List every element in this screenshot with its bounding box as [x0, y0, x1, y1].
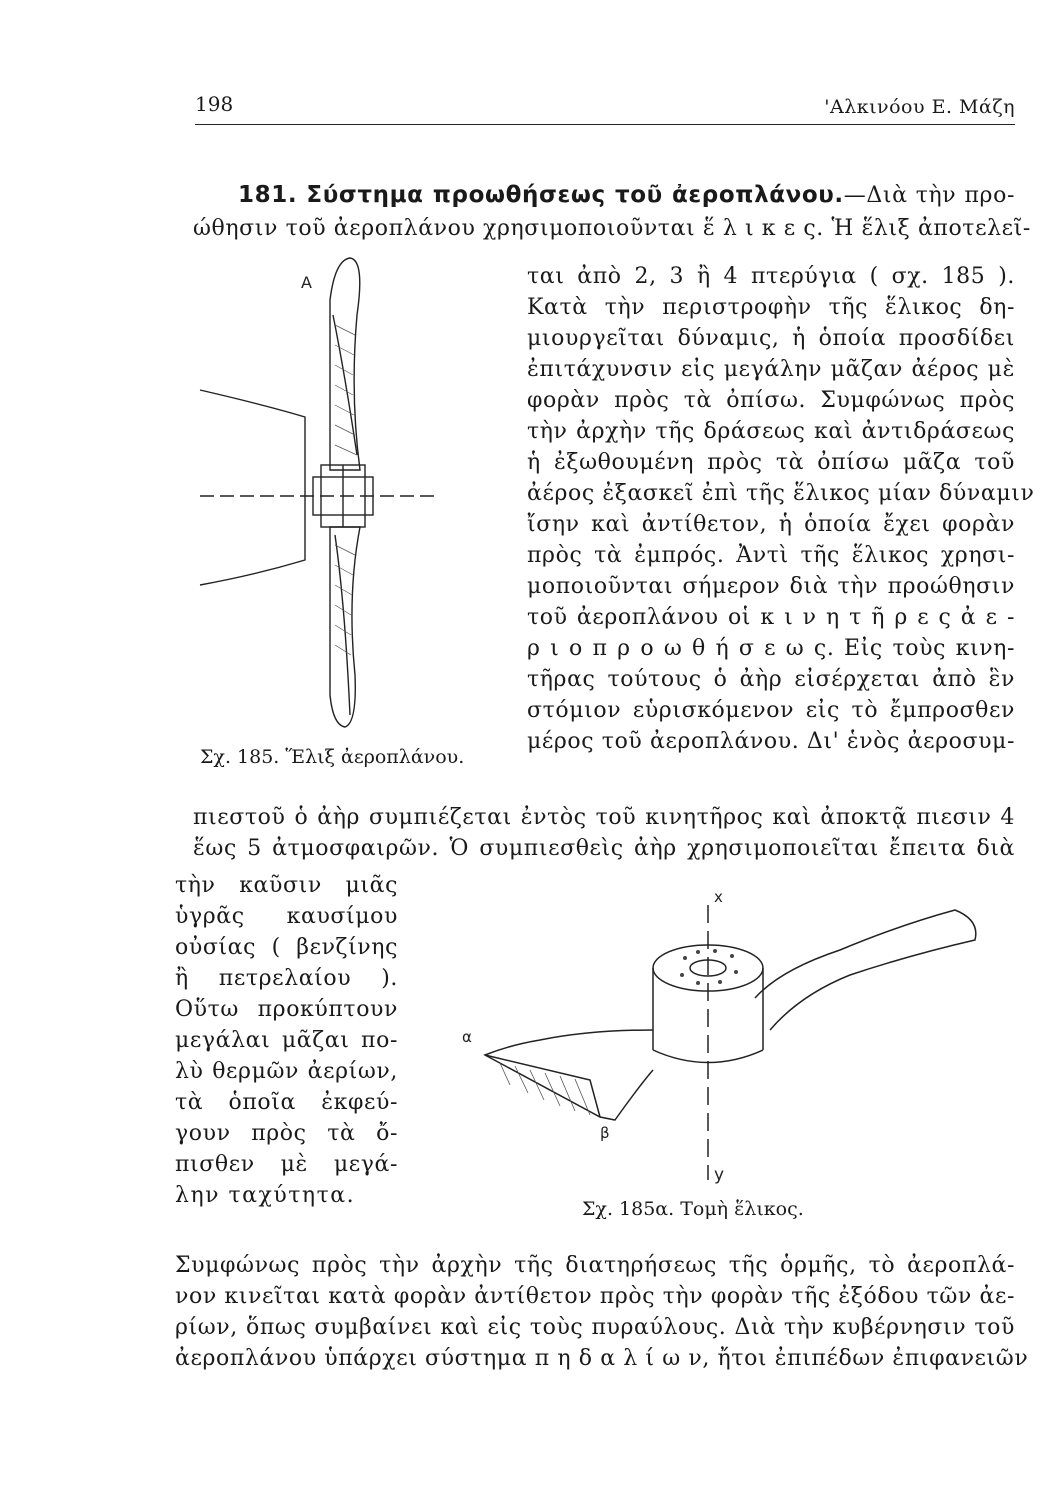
- text-line: Οὕτω προκύπτουν: [175, 997, 398, 1022]
- text-line: λην ταχύτητα.: [175, 1183, 356, 1208]
- header-rule: [195, 124, 1015, 125]
- text-line: μέρος τοῦ ἀεροπλάνου. Δι' ἑνὸς ἀεροσυμ-: [527, 729, 1015, 754]
- text-line: λὺ θερμῶν ἀερίων,: [175, 1059, 398, 1084]
- text-line: τῆρας τούτους ὁ ἀὴρ εἰσέρχεται ἀπὸ ἓν: [527, 667, 1015, 692]
- text-line: ώθησιν τοῦ ἀεροπλάνου χρησιμοποιοῦνται ἕ λ ι κ ε ς. Ἡ ἕλιξ ἀποτελεῖ-: [193, 216, 1031, 241]
- text-line: Συμφώνως πρὸς τὴν ἀρχὴν τῆς διατηρήσεως τῆς ὁρμῆς, τὸ ἀεροπλά-: [175, 1253, 1015, 1278]
- paragraph-1-left-column: [175, 870, 398, 1211]
- text-line: τοῦ ἀεροπλάνου οἱ κ ι ν η τ ῆ ρ ε ς ἀ ε -: [527, 605, 1015, 630]
- text-line: ἐπιτάχυνσιν εἰς μεγάλην μᾶζαν ἀέρος μὲ: [527, 357, 1015, 382]
- text-line: ρίων, ὅπως συμβαίνει καὶ εἰς τοὺς πυραύλους. Διὰ τὴν κυβέρνησιν τοῦ: [175, 1315, 1015, 1340]
- text-line: ρ ι ο π ρ ο ω θ ή σ ε ω ς. Εἰς τοὺς κινη-: [527, 636, 1015, 661]
- section-title: Σύστημα προωθήσεως τοῦ ἀεροπλάνου.: [306, 182, 844, 208]
- right-blade: [755, 910, 976, 1030]
- label-beta: β: [600, 1124, 610, 1142]
- text-line: πισθεν μὲ μεγά-: [175, 1152, 398, 1177]
- paragraph-1-top: [193, 213, 1031, 244]
- text-line: Κατὰ τὴν περιστροφὴν τῆς ἕλικος δη-: [527, 295, 1015, 320]
- text-line: οὐσίας ( βενζίνης: [175, 935, 398, 960]
- text-line: στόμιον εὑρισκόμενον εἰς τὸ ἔμπροσθεν: [527, 698, 1015, 723]
- text-line: ἡ ἐξωθουμένη πρὸς τὰ ὀπίσω μᾶζα τοῦ: [527, 450, 1015, 475]
- paragraph-1-full-width: [193, 802, 1015, 864]
- running-head: 'Αλκινόου Ε. Μάζη: [824, 96, 1015, 118]
- text-line: νον κινεῖται κατὰ φορὰν ἀντίθετον πρὸς τὴν φορὰν τῆς ἐξόδου τῶν ἀε-: [175, 1284, 1015, 1309]
- figure-185-caption: Σχ. 185. Ἕλιξ ἀεροπλάνου.: [200, 746, 465, 768]
- section-number: 181: [238, 182, 288, 208]
- text-line: τὰ ὁποῖα ἐκφεύ-: [175, 1090, 398, 1115]
- figure-185a-propeller-section: [440, 880, 1000, 1200]
- text-line: γουν πρὸς τὰ ὄ-: [175, 1121, 398, 1146]
- page-number: 198: [195, 92, 234, 116]
- section-first-line-rest: —Διὰ τὴν προ-: [843, 183, 1015, 208]
- text-line: μοποιοῦνται σήμερον διὰ τὴν προώθησιν: [527, 574, 1015, 599]
- text-line: ἢ πετρελαίου ).: [175, 966, 398, 991]
- text-line: πιεστοῦ ὁ ἀὴρ συμπιέζεται ἐντὸς τοῦ κινητῆρος καὶ ἀποκτᾷ πιεσιν 4: [193, 805, 1015, 830]
- section-heading-line: 181. Σύστημα προωθήσεως τοῦ ἀεροπλάνου.—Διὰ τὴν προ-: [238, 182, 1015, 208]
- text-line: τὴν ἀρχὴν τῆς δράσεως καὶ ἀντιδράσεως: [527, 419, 1015, 444]
- paragraph-2: [175, 1250, 1029, 1374]
- upper-blade: [330, 258, 360, 470]
- text-line: ἀεροπλάνου ὑπάρχει σύστημα π η δ α λ ί ω ν, ἤτοι ἐπιπέδων ἐπιφανειῶν: [175, 1346, 1029, 1371]
- text-line: μεγάλαι μᾶζαι πο-: [175, 1028, 398, 1053]
- text-line: μιουργεῖται δύναμις, ἡ ὁποία προσδίδει: [527, 326, 1015, 351]
- text-line: ται ἀπὸ 2, 3 ἢ 4 πτερύγια ( σχ. 185 ).: [527, 264, 1015, 289]
- text-line: πρὸς τὰ ἐμπρός. Ἀντὶ τῆς ἕλικος χρησι-: [527, 543, 1015, 568]
- text-line: ἀέρος ἐξασκεῖ ἐπὶ τῆς ἕλικος μίαν δύναμιν: [527, 481, 1035, 506]
- text-line: ὑγρᾶς καυσίμου: [175, 904, 398, 929]
- label-a: A: [301, 273, 312, 292]
- label-alpha: α: [462, 1028, 472, 1046]
- text-line: φορὰν πρὸς τὰ ὀπίσω. Συμφώνως πρὸς: [527, 388, 1015, 413]
- text-line: ἴσην καὶ ἀντίθετον, ἡ ὁποία ἔχει φορὰν: [527, 512, 1015, 537]
- text-line: ἕως 5 ἀτμοσφαιρῶν. Ὁ συμπιεσθεὶς ἀὴρ χρησιμοποιεῖται ἔπειτα διὰ: [193, 836, 1015, 861]
- paragraph-1-right-column: [527, 261, 1035, 757]
- page-header: [195, 92, 1015, 124]
- text-line: τὴν καῦσιν μιᾶς: [175, 873, 398, 898]
- label-x: x: [714, 888, 723, 906]
- figure-185a-caption: Σχ. 185α. Τομὴ ἕλικος.: [582, 1198, 804, 1220]
- figure-185-propeller: [195, 255, 445, 750]
- label-y: y: [714, 1165, 725, 1185]
- fuselage-outline: [200, 390, 305, 585]
